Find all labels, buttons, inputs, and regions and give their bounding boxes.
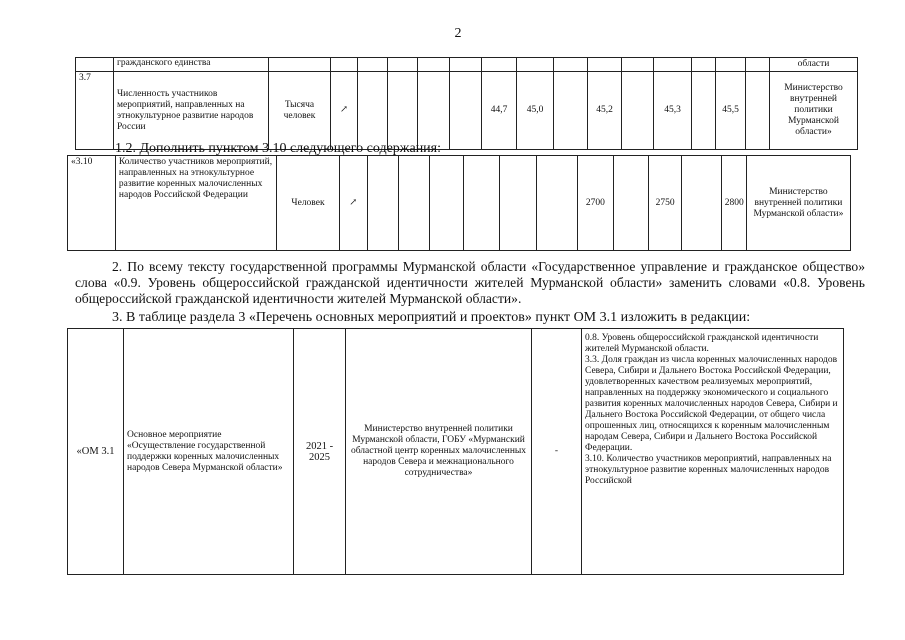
table-row <box>68 329 844 575</box>
direction-cell <box>331 58 358 72</box>
indicator-line: 3.10. Количество участников мероприятий, направленных на этнокультурное развитие коренных малочисленных народов Российской <box>585 454 832 486</box>
table-row <box>76 58 858 72</box>
value-cell <box>500 156 536 251</box>
value-cell <box>554 72 588 150</box>
value-cell <box>358 58 388 72</box>
value-cell <box>463 156 499 251</box>
value-cell <box>482 58 517 72</box>
responsible-cell: Министерство внутренней политики Мурманской области» <box>746 156 850 251</box>
value-cell <box>450 58 482 72</box>
paragraph-1-2: 1.2. Дополнить пунктом 3.10 следующего содержания: <box>115 141 442 156</box>
unit-cell: Тысяча человек <box>269 72 331 150</box>
indicator-table-top <box>75 57 858 150</box>
table-row <box>68 156 851 251</box>
value-cell <box>418 58 450 72</box>
row-number <box>76 58 114 72</box>
responsible-cell: Министерство внутренней политики Мурманской области» <box>770 72 858 150</box>
value-cell: 2800 <box>721 156 746 251</box>
value-cell: 2700 <box>578 156 613 251</box>
row-number: «3.10 <box>68 156 116 251</box>
value-cell: 44,7 <box>482 72 517 150</box>
value-cell <box>692 58 716 72</box>
value-cell <box>430 156 463 251</box>
value-cell <box>388 72 418 150</box>
value-cell: 45,0 <box>517 72 554 150</box>
value-cell <box>692 72 716 150</box>
measure-dash: - <box>532 329 582 575</box>
value-cell <box>682 156 722 251</box>
page-number: 2 <box>454 26 462 41</box>
paragraph-3: 3. В таблице раздела 3 «Перечень основных мероприятий и проектов» пункт ОМ 3.1 изложить в редакции: <box>112 310 751 325</box>
direction-arrow-icon: ↗ <box>339 156 367 251</box>
value-cell: 45,2 <box>588 72 622 150</box>
indicator-line: 0.8. Уровень общероссийской гражданской идентичности жителей Мурманской области. <box>585 333 819 354</box>
indicator-table-new <box>67 155 851 251</box>
value-cell <box>450 72 482 150</box>
measure-period: 2021 - 2025 <box>294 329 346 575</box>
table-row <box>76 72 858 150</box>
paragraph-2: 2. По всему тексту государственной программы Мурманской области «Государственное управление и гражданское общество» слова «0.9. Уровень общероссийской гражданской идентичности жителей Мурманской области» заменить словами «0.8. Уровень общероссийской гражданской идентичности жителей Мурманской области». <box>75 259 865 306</box>
value-cell: 45,5 <box>716 72 746 150</box>
value-cell <box>622 58 654 72</box>
direction-arrow-icon: ↗ <box>331 72 358 150</box>
indicator-line: 3.3. Доля граждан из числа коренных малочисленных народов Севера, Сибири и Дальнего Востока Российской Федерации, удовлетворенных качеством реализуемых мероприятий, направленных на поддержку экономического и социального развития коренных малочисленных народов Севера, Сибири и Дальнего Востока Российской Федерации, от общего числа опрошенных лиц, относящихся к коренным малочисленным народам Севера, Сибири и Дальнего Востока Российской Федерации. <box>585 355 838 453</box>
value-cell <box>613 156 648 251</box>
value-cell <box>716 58 746 72</box>
value-cell <box>388 58 418 72</box>
measure-indicators <box>582 329 844 575</box>
value-cell: 2750 <box>648 156 681 251</box>
indicator-name: Количество участников мероприятий, направленных на этнокультурное развитие коренных малочисленных народов Российской Федерации <box>115 156 276 251</box>
value-cell <box>358 72 388 150</box>
measure-number: «ОМ 3.1 <box>68 329 124 575</box>
value-cell <box>399 156 430 251</box>
value-cell <box>517 58 554 72</box>
responsible-cell: области <box>770 58 858 72</box>
measure-executors: Министерство внутренней политики Мурманской области, ГОБУ «Мурманский областной центр коренных малочисленных народов Севера и межнационального сотрудничества» <box>346 329 532 575</box>
value-cell <box>654 58 692 72</box>
row-number: 3.7 <box>76 72 114 150</box>
value-cell <box>536 156 578 251</box>
value-cell <box>554 58 588 72</box>
value-cell <box>622 72 654 150</box>
measure-name: Основное мероприятие «Осуществление государственной поддержки коренных малочисленных народов Севера Мурманской области» <box>124 329 294 575</box>
measures-table <box>67 328 844 575</box>
value-cell <box>746 58 770 72</box>
value-cell: 45,3 <box>654 72 692 150</box>
value-cell <box>367 156 398 251</box>
indicator-name: гражданского единства <box>114 58 269 72</box>
unit-cell: Человек <box>277 156 339 251</box>
value-cell <box>418 72 450 150</box>
value-cell <box>588 58 622 72</box>
indicator-name: Численность участников мероприятий, направленных на этнокультурное развитие народов России <box>114 72 269 150</box>
value-cell <box>746 72 770 150</box>
unit-cell <box>269 58 331 72</box>
